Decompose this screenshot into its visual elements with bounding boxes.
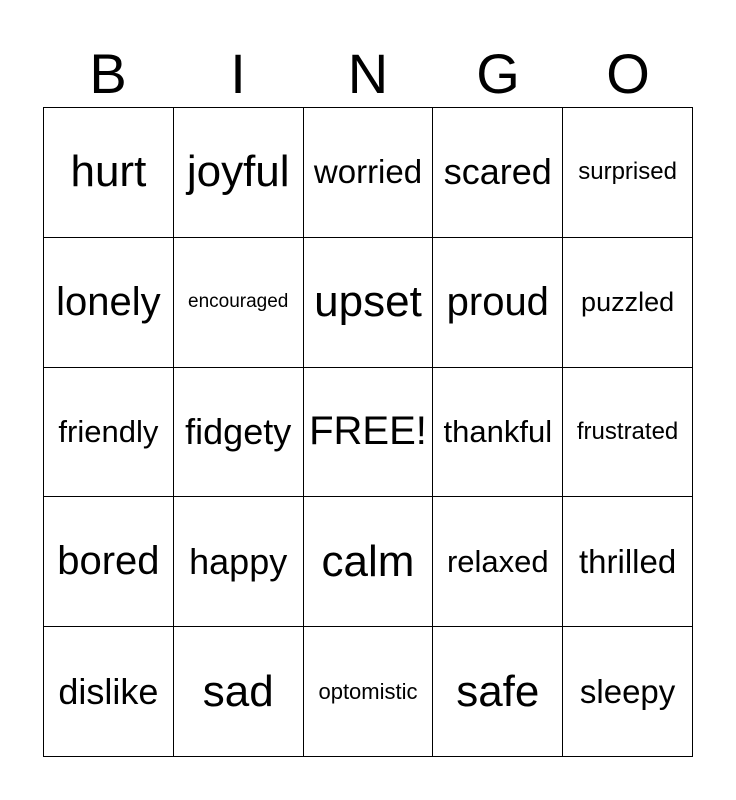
- header-letter-b: B: [89, 42, 127, 105]
- bingo-cell-r2-c1[interactable]: lonely: [44, 238, 174, 368]
- bingo-cell-r4-c2[interactable]: happy: [174, 497, 304, 627]
- header-letter-o: O: [606, 42, 650, 105]
- bingo-board: [43, 107, 693, 757]
- header-letter-i: I: [230, 42, 246, 105]
- bingo-cell-r1-c5[interactable]: surprised: [563, 108, 693, 238]
- bingo-cell-r5-c2[interactable]: sad: [174, 627, 304, 757]
- bingo-cell-r4-c5[interactable]: thrilled: [563, 497, 693, 627]
- bingo-cell-r2-c2[interactable]: encouraged: [174, 238, 304, 368]
- bingo-cell-r1-c4[interactable]: scared: [433, 108, 563, 238]
- bingo-cell-r4-c3[interactable]: calm: [304, 497, 434, 627]
- bingo-cell-r2-c4[interactable]: proud: [433, 238, 563, 368]
- bingo-cell-r3-c2[interactable]: fidgety: [174, 368, 304, 498]
- header-letter-n: N: [347, 42, 389, 105]
- bingo-cell-r3-c3-free[interactable]: FREE!: [304, 368, 434, 498]
- bingo-cell-r3-c1[interactable]: friendly: [44, 368, 174, 498]
- bingo-cell-r5-c1[interactable]: dislike: [44, 627, 174, 757]
- bingo-cell-r1-c3[interactable]: worried: [304, 108, 434, 238]
- bingo-cell-r1-c1[interactable]: hurt: [44, 108, 174, 238]
- header-letter-g: G: [476, 42, 520, 105]
- bingo-cell-r2-c5[interactable]: puzzled: [563, 238, 693, 368]
- bingo-cell-r4-c4[interactable]: relaxed: [433, 497, 563, 627]
- bingo-cell-r2-c3[interactable]: upset: [304, 238, 434, 368]
- bingo-cell-r5-c4[interactable]: safe: [433, 627, 563, 757]
- bingo-cell-r5-c3[interactable]: optomistic: [304, 627, 434, 757]
- bingo-cell-r4-c1[interactable]: bored: [44, 497, 174, 627]
- bingo-cell-r5-c5[interactable]: sleepy: [563, 627, 693, 757]
- bingo-header: [43, 40, 693, 108]
- bingo-cell-r3-c4[interactable]: thankful: [433, 368, 563, 498]
- bingo-cell-r1-c2[interactable]: joyful: [174, 108, 304, 238]
- bingo-cell-r3-c5[interactable]: frustrated: [563, 368, 693, 498]
